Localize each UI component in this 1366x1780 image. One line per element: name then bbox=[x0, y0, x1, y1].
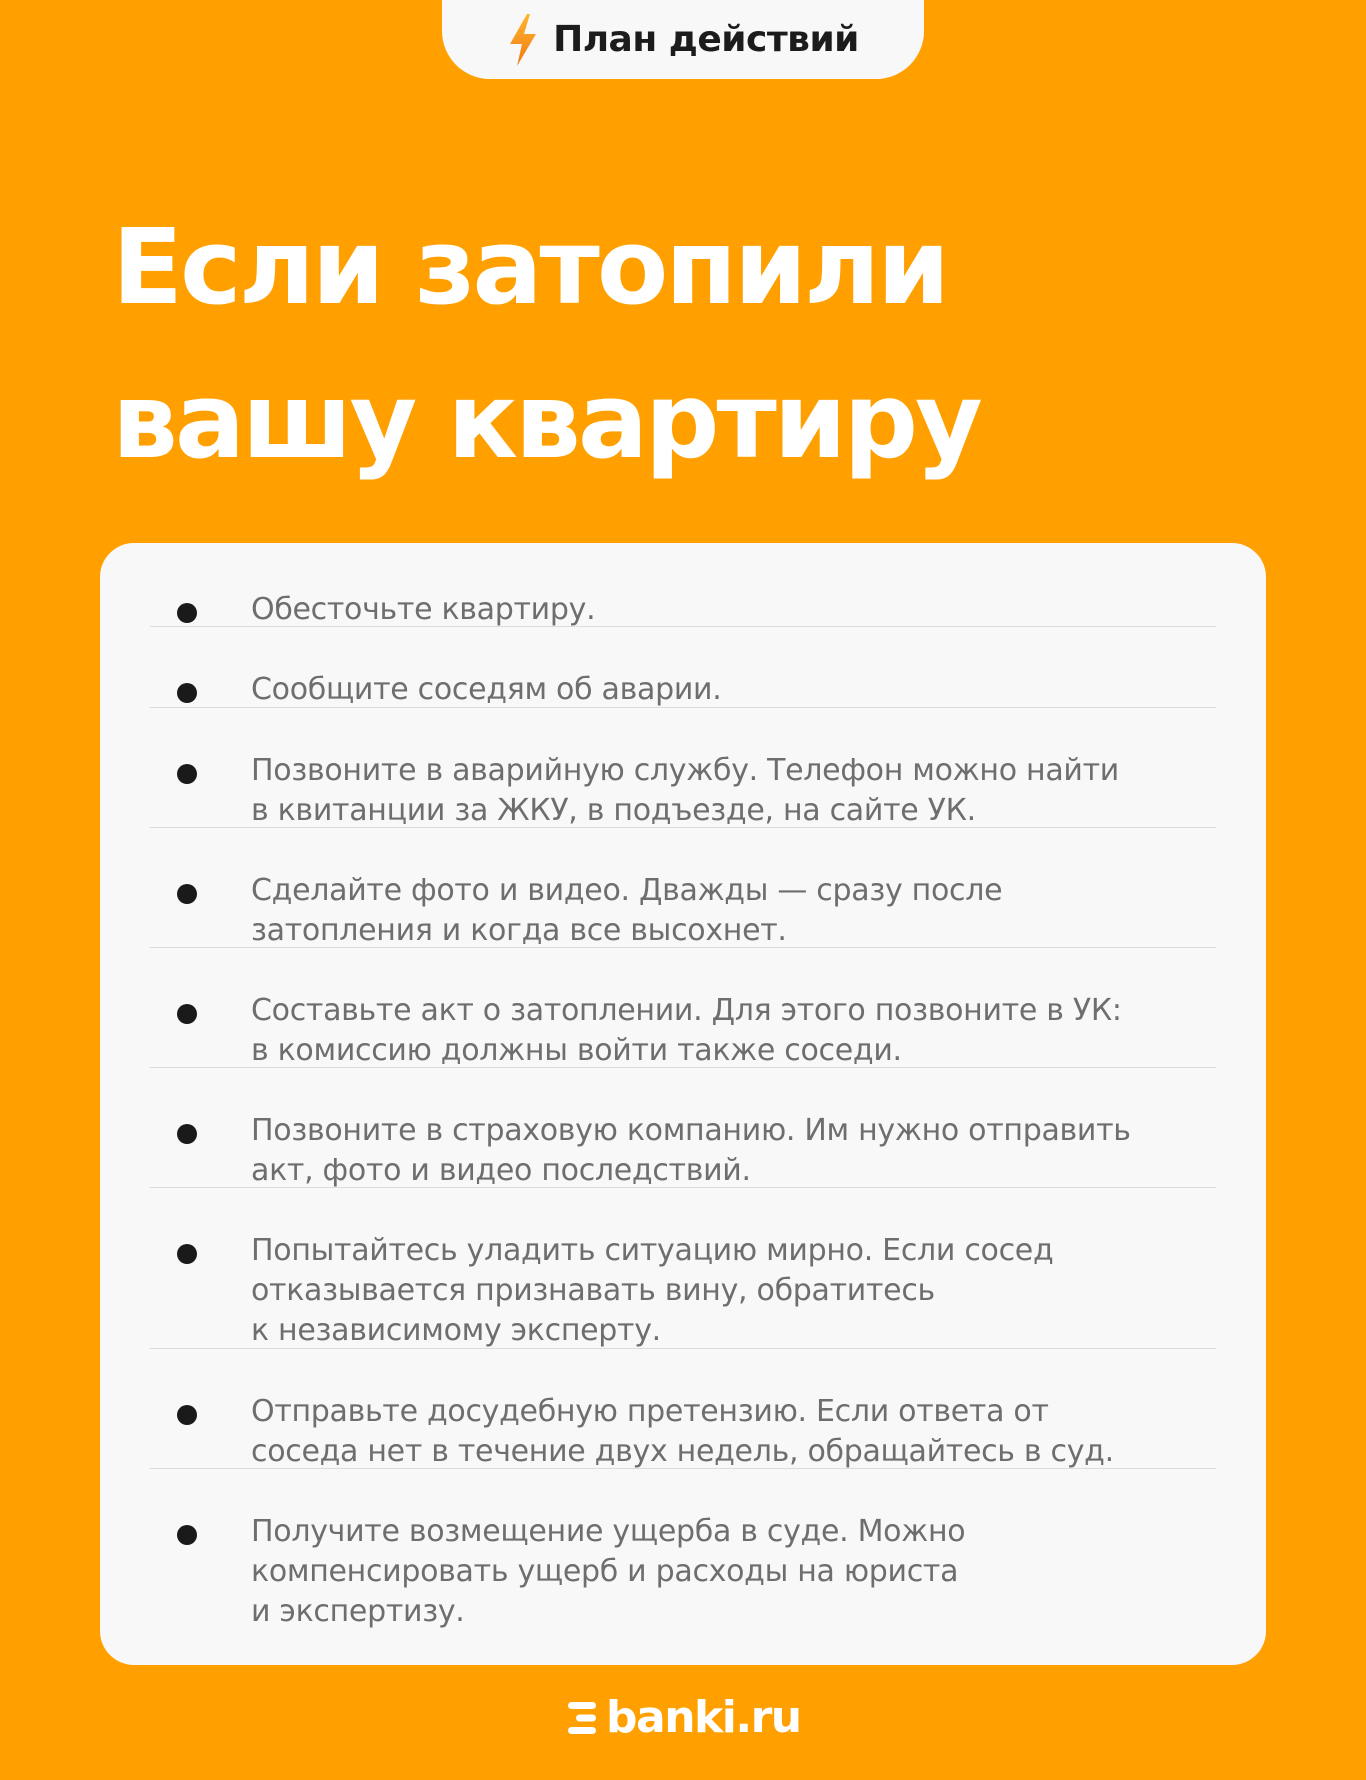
step-text: Отправьте досудебную претензию. Если ответа от соседа нет в течение двух недель, обращайтесь в суд. bbox=[251, 1394, 1114, 1469]
lightning-icon bbox=[507, 14, 539, 66]
action-steps-list bbox=[150, 547, 1216, 1669]
list-item bbox=[150, 1349, 1216, 1469]
list-item bbox=[150, 1068, 1216, 1188]
step-text: Попытайтесь уладить ситуацию мирно. Если сосед отказывается признавать вину, обратитесь к независимому эксперту. bbox=[251, 1233, 1054, 1348]
bullet-icon bbox=[177, 683, 197, 703]
list-item bbox=[150, 627, 1216, 708]
bullet-icon bbox=[177, 1525, 197, 1545]
step-text: Позвоните в страховую компанию. Им нужно отправить акт, фото и видео последствий. bbox=[251, 1113, 1131, 1188]
step-text: Обесточьте квартиру. bbox=[251, 592, 596, 627]
bullet-icon bbox=[177, 603, 197, 623]
page-title-line-2: вашу квартиру bbox=[112, 360, 980, 482]
list-item bbox=[150, 1188, 1216, 1349]
bullet-icon bbox=[177, 1124, 197, 1144]
bullet-icon bbox=[177, 884, 197, 904]
list-item bbox=[150, 708, 1216, 828]
banki-logo bbox=[566, 1692, 801, 1743]
step-text: Сообщите соседям об аварии. bbox=[251, 672, 722, 707]
step-text: Позвоните в аварийную службу. Телефон можно найти в квитанции за ЖКУ, в подъезде, на сайте УК. bbox=[251, 753, 1119, 828]
list-item bbox=[150, 828, 1216, 948]
plan-tab-label: План действий bbox=[553, 19, 859, 60]
list-item bbox=[150, 1469, 1216, 1669]
bullet-icon bbox=[177, 1405, 197, 1425]
plan-tab bbox=[442, 0, 924, 79]
page-title-line-1: Если затопили bbox=[112, 206, 948, 328]
bullet-icon bbox=[177, 764, 197, 784]
list-item bbox=[150, 547, 1216, 627]
page-title bbox=[112, 190, 1252, 498]
step-text: Получите возмещение ущерба в суде. Можно компенсировать ущерб и расходы на юриста и экспертизу. bbox=[251, 1514, 966, 1629]
bullet-icon bbox=[177, 1004, 197, 1024]
banki-logo-text: banki.ru bbox=[606, 1692, 801, 1743]
action-plan-card bbox=[100, 543, 1266, 1665]
bullet-icon bbox=[177, 1244, 197, 1264]
banki-logo-icon bbox=[566, 1700, 600, 1736]
list-item bbox=[150, 948, 1216, 1068]
step-text: Составьте акт о затоплении. Для этого позвоните в УК: в комиссию должны войти также соседи. bbox=[251, 993, 1122, 1068]
step-text: Сделайте фото и видео. Дважды — сразу после затопления и когда все высохнет. bbox=[251, 873, 1003, 948]
